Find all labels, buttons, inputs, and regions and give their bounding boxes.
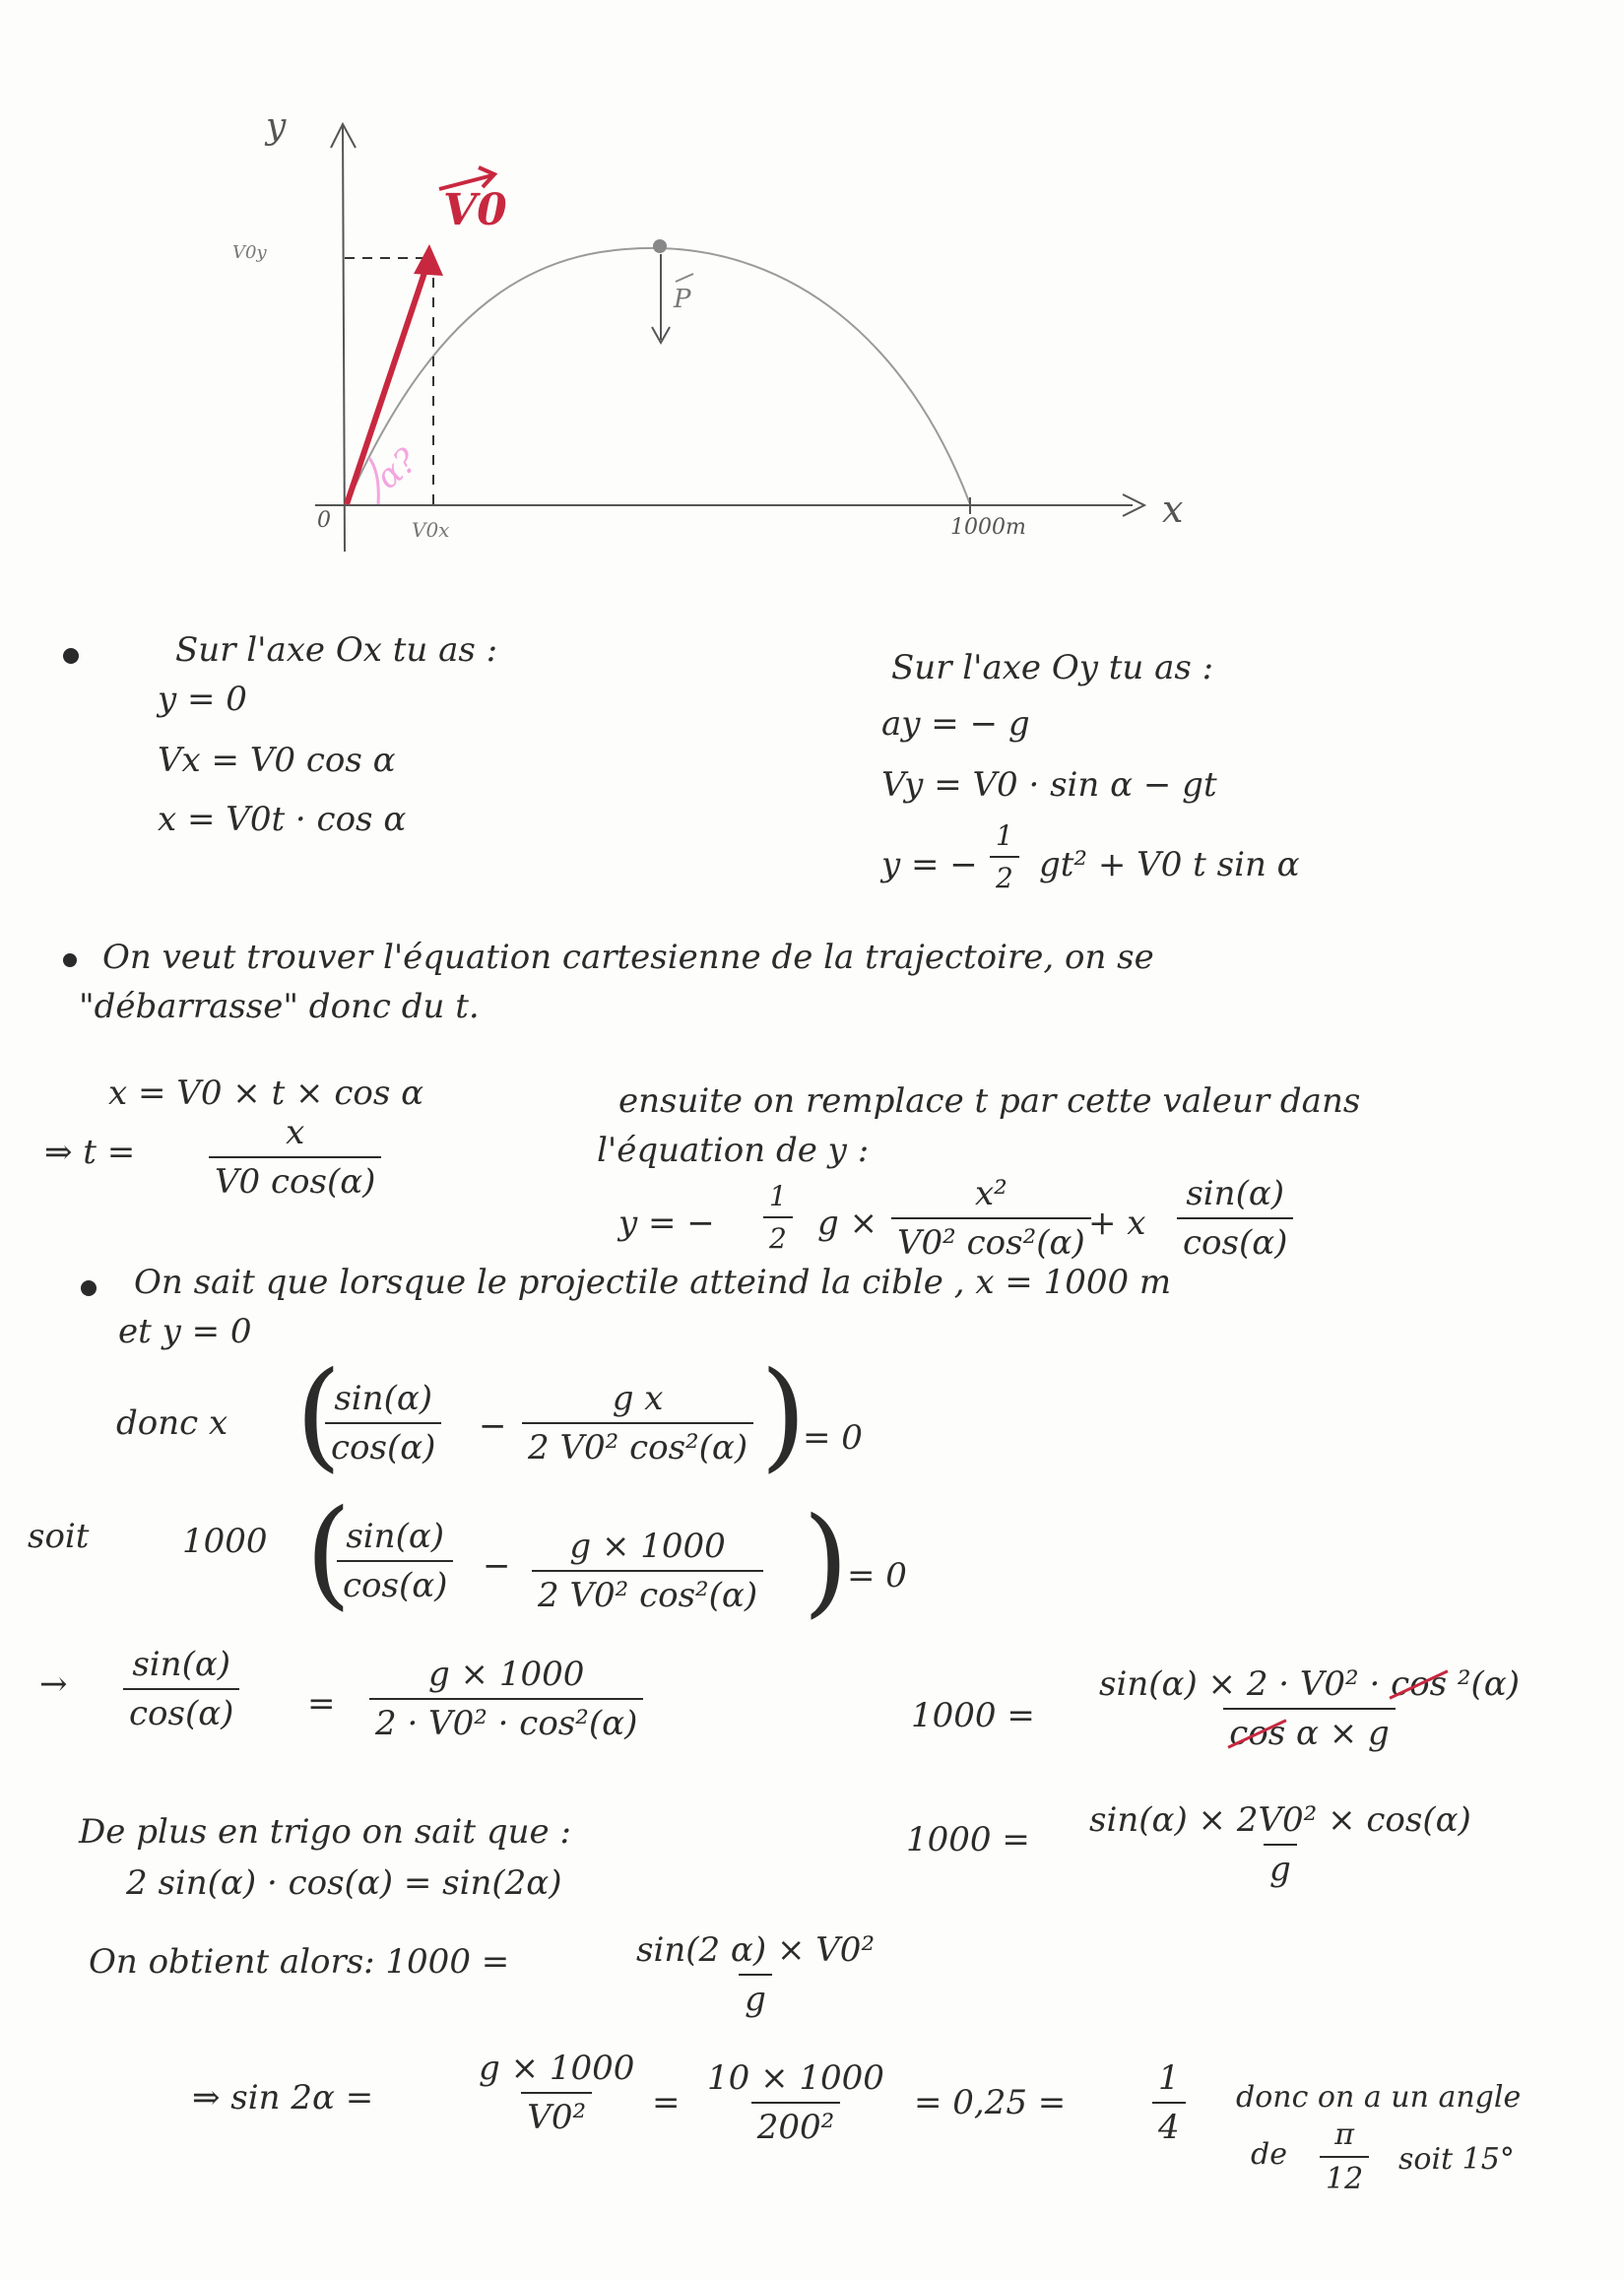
v0x-label: V0x <box>412 518 450 542</box>
elim-y-frac: $\frac{\text{x²}}{\text{V0² cos²(α)}}$ <box>891 1174 1091 1263</box>
eq2-lead: 1000 <box>182 1522 268 1561</box>
eq3-arrow: → <box>39 1664 68 1704</box>
final-conclusion1: donc on a un angle <box>1236 2080 1522 2115</box>
bullet-intro <box>63 953 77 967</box>
eq2-rhs: = 0 <box>847 1556 907 1596</box>
final-value: = 0,25 = <box>914 2083 1067 2122</box>
final-pi-frac: $\frac{\pi}{12}$ <box>1320 2117 1369 2196</box>
result-frac: $\frac{\text{sin(2 α) × V0²}}{g}$ <box>636 1930 876 2019</box>
origin-label: 0 <box>317 508 331 533</box>
eq2-open-paren: ( <box>305 1485 352 1622</box>
eq4-num-struck-cos: cos <box>1391 1664 1448 1704</box>
eq3-frac-a: $\frac{\sin(\alpha)}{\cos(\alpha)}$ <box>123 1645 239 1733</box>
bullet-target <box>81 1280 97 1296</box>
oy-half-fraction: $\frac{1}{2}$ <box>990 819 1019 894</box>
target-line1: On sait que lorsque le projectile atteind la cible , x = 1000 m <box>134 1263 1172 1302</box>
final-lead: ⇒ sin 2α = <box>192 2078 374 2117</box>
weight-label: P <box>674 285 691 314</box>
eq2-frac-b: $\frac{g \times 1000}{\text{2 V0² cos²(α)}}$ <box>532 1527 763 1615</box>
eq2-frac-a: $\frac{\sin(\alpha)}{\cos(\alpha)}$ <box>337 1517 453 1605</box>
final-frac-c: $\frac{1}{4}$ <box>1152 2058 1186 2147</box>
intro-line2: "débarrasse" donc du t. <box>79 987 480 1026</box>
eq2-close-paren: ) <box>803 1493 849 1630</box>
eq1-minus: − <box>479 1406 507 1446</box>
eq4-frac <box>1093 1664 1526 1753</box>
elim-x-eq: x = V0 × t × cos α <box>108 1074 424 1113</box>
range-label: 1000m <box>950 515 1026 540</box>
eq5-frac: $\frac{\text{sin(α) × 2V0² × cos(α)}}{g}$ <box>1089 1800 1471 1889</box>
eq1-lead: donc x <box>116 1403 228 1443</box>
eq4-lead: 1000 = <box>911 1696 1035 1735</box>
final-frac-b: $\frac{10 \times 1000}{\text{200²}}$ <box>707 2058 884 2147</box>
elim-y-left: y = − <box>618 1204 715 1243</box>
eq4-den-b: α × g <box>1295 1714 1390 1753</box>
elim-y-g: g × <box>817 1204 878 1243</box>
eq1-frac-b: $\frac{\text{g x}}{\text{2 V0² cos²(α)}}$ <box>522 1379 753 1467</box>
oy-title: Sur l'axe Oy tu as : <box>891 648 1214 687</box>
target-line2: et y = 0 <box>118 1312 252 1351</box>
elim-y-half: $\frac{1}{2}$ <box>763 1180 793 1255</box>
oy-line3-right: gt² + V0 t sin α <box>1039 845 1300 884</box>
eq2-soit: soit <box>28 1517 90 1556</box>
eq2-minus: − <box>483 1546 511 1586</box>
oy-line3-left: y = − <box>881 845 978 884</box>
intro-line1: On veut trouver l'équation cartesienne de la trajectoire, on se <box>102 938 1154 977</box>
bullet-ox <box>63 648 79 664</box>
v0-arrowhead <box>414 244 443 276</box>
eq4-num-c: ²(α) <box>1457 1664 1521 1704</box>
oy-line2: Vy = V0 · sin α − gt <box>881 765 1217 805</box>
elim-y-tan: $\frac{\sin(\alpha)}{\cos(\alpha)}$ <box>1177 1174 1293 1263</box>
eq1-open-paren: ( <box>295 1347 342 1484</box>
elim-y-plus: + x <box>1088 1204 1146 1243</box>
elim-replace2: l'équation de y : <box>597 1131 870 1170</box>
final-conclusion3: soit 15° <box>1398 2142 1515 2177</box>
eq5-lead: 1000 = <box>906 1820 1030 1859</box>
y-axis <box>343 126 345 552</box>
y-axis-label: y <box>266 106 287 147</box>
eq1-rhs: = 0 <box>803 1418 863 1458</box>
eq4-den-struck-cos: cos <box>1229 1714 1286 1753</box>
elim-t-fraction: $\frac{x}{V0 \cos(\alpha)}$ <box>209 1113 381 1202</box>
elim-t-left: ⇒ t = <box>44 1133 136 1172</box>
v0-label: V0 <box>443 185 507 235</box>
ox-line3: x = V0t · cos α <box>158 800 407 839</box>
eq1-close-paren: ) <box>760 1347 807 1484</box>
final-conclusion2: de <box>1251 2137 1287 2172</box>
result-lead: On obtient alors: 1000 = <box>89 1942 510 1982</box>
eq1-frac-a: $\frac{\sin(\alpha)}{\cos(\alpha)}$ <box>325 1379 441 1467</box>
eq3-eq: = <box>307 1684 336 1724</box>
eq3-frac-b: $\frac{g \times 1000}{\text{2 · V0² · cos²(α)}}$ <box>369 1655 643 1743</box>
oy-line1: ay = − g <box>881 704 1030 744</box>
trajectory-curve <box>347 248 970 504</box>
ox-line1: y = 0 <box>158 680 247 719</box>
trigo-line2: 2 sin(α) · cos(α) = sin(2α) <box>126 1863 562 1903</box>
x-axis-label: x <box>1162 488 1184 531</box>
trigo-line1: De plus en trigo on sait que : <box>79 1812 571 1852</box>
elim-replace1: ensuite on remplace t par cette valeur dans <box>618 1081 1361 1121</box>
v0y-label: V0y <box>232 242 267 263</box>
ox-title: Sur l'axe Ox tu as : <box>175 630 498 670</box>
final-eq1: = <box>652 2083 681 2122</box>
final-frac-a: $\frac{g \times 1000}{\text{V0²}}$ <box>479 2049 635 2137</box>
eq4-num-a: sin(α) × 2 · V0² · <box>1099 1664 1381 1704</box>
apex-point <box>653 239 667 253</box>
angle-label: α? <box>368 440 425 497</box>
ox-line2: Vx = V0 cos α <box>158 741 396 780</box>
trajectory-diagram <box>0 0 1624 591</box>
